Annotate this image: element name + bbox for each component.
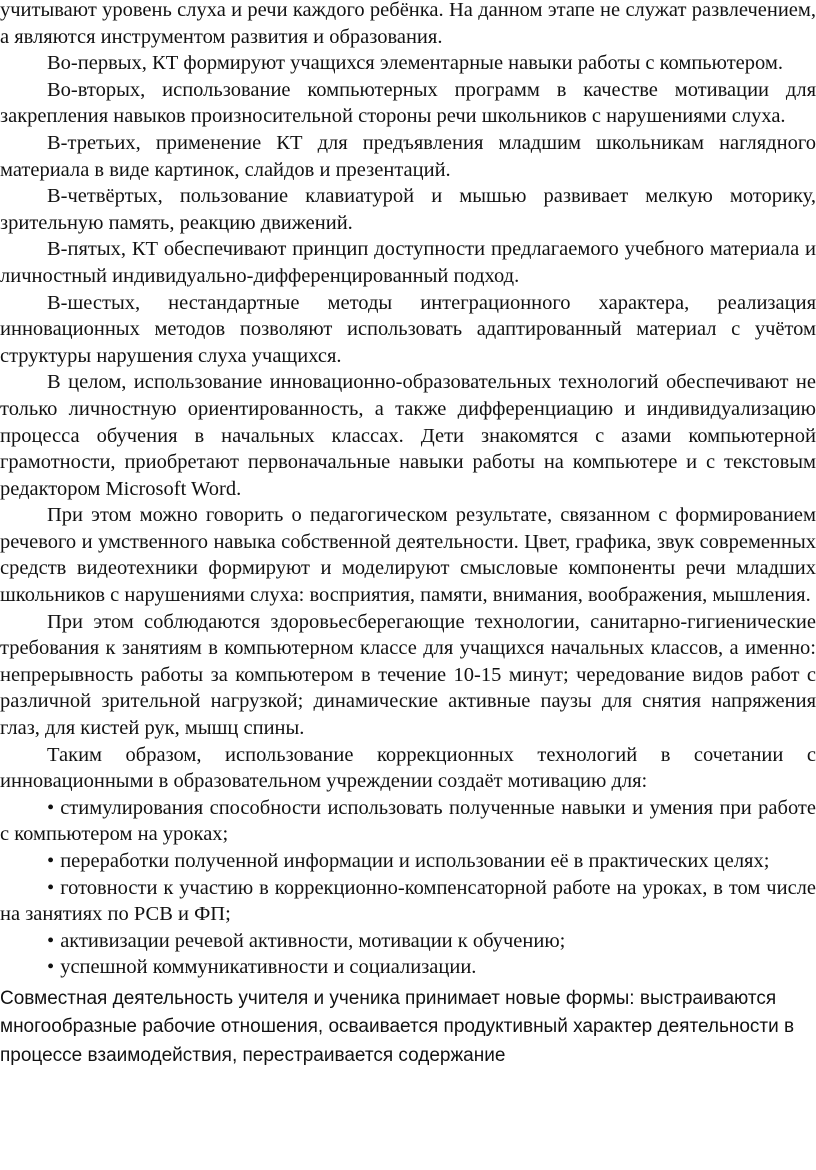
bullet-icon: • <box>47 876 55 899</box>
list-item <box>0 795 816 848</box>
paragraph-firstly: Во-первых, КТ формируют учащихся элементарные навыки работы с компьютером. <box>47 52 783 75</box>
list-item <box>0 875 816 928</box>
paragraph-sixthly: В-шестых, нестандартные методы интеграционного характера, реализация инновационных методов позволяют использовать адаптированный материал с учётом структуры нарушения слуха учащихся. <box>0 291 816 367</box>
paragraph-in-general: В целом, использование инновационно-образовательных технологий обеспечивают не только личностную ориентированность, а также дифференциацию и индивидуализацию процесса обучения в начальных классах. Дети знакомятся с азами компьютерной грамотности, приобретают первоначальные навыки работы на компьютере и с текстовым редактором Microsoft Word. <box>0 371 816 500</box>
list-item-text: активизации речевой активности, мотивации к обучению; <box>60 929 566 952</box>
motivation-bullet-list <box>0 795 816 981</box>
list-item-text: переработки полученной информации и использовании её в практических целях; <box>60 850 770 872</box>
list-item <box>0 928 816 955</box>
list-item <box>0 848 816 875</box>
list-item-text: готовности к участию в коррекционно-компенсаторной работе на уроках, в том числе на занятиях по РСВ и ФП; <box>0 876 816 926</box>
list-item-text: успешной коммуникативности и социализации. <box>60 956 477 979</box>
bullet-icon: • <box>47 850 55 872</box>
bullet-icon: • <box>47 929 55 952</box>
paragraph-health-saving: При этом соблюдаются здоровьесберегающие технологии, санитарно-гигиенические требования к занятиям в компьютерном классе для учащихся начальных классов, а именно: непрерывность работы за компьютером в течение 10-15 минут; чередование видов работ с различной зрительной нагрузкой; динамические активные паузы для снятия напряжения глаз, для кистей рук, мышц спины. <box>0 610 816 740</box>
paragraph-pedagogical-result: При этом можно говорить о педагогическом результате, связанном с формированием речевого и умственного навыка собственной деятельности. Цвет, графика, звук современных средств видеотехники формируют и моделируют смысловые компоненты речи младших школьников с нарушениями слуха: восприятия, памяти, внимания, воображения, мышления. <box>0 504 816 607</box>
closing-paragraph: Совместная деятельность учителя и ученика принимает новые формы: выстраиваются многообразные рабочие отношения, осваивается продуктивный характер деятельности в процессе взаимодействия, перестраивается содержание <box>0 987 795 1066</box>
paragraph-thirdly: В-третьих, применение КТ для предъявления младшим школьникам наглядного материала в виде картинок, слайдов и презентаций. <box>0 131 816 181</box>
paragraph-fifthly: В-пятых, КТ обеспечивают принцип доступности предлагаемого учебного материала и личностный индивидуально-дифференцированный подход. <box>0 238 816 287</box>
list-item <box>0 954 816 981</box>
paragraph-conclusion: Таким образом, использование коррекционных технологий в сочетании с инновационными в образовательном учреждении создаёт мотивацию для: <box>0 743 816 793</box>
paragraph-intro-continued: учитывают уровень слуха и речи каждого ребёнка. На данном этапе не служат развлечением, а являются инструментом развития и образования. <box>0 0 816 48</box>
paragraph-fourthly: В-четвёртых, пользование клавиатурой и мышью развивает мелкую моторику, зрительную память, реакцию движений. <box>0 185 816 234</box>
list-item-text: стимулирования способности использовать полученные навыки и умения при работе с компьютером на уроках; <box>0 796 816 846</box>
bullet-icon: • <box>47 956 55 979</box>
bullet-icon: • <box>47 796 55 819</box>
paragraph-secondly: Во-вторых, использование компьютерных программ в качестве мотивации для закрепления навыков произносительной стороны речи школьников с нарушениями слуха. <box>0 78 816 128</box>
